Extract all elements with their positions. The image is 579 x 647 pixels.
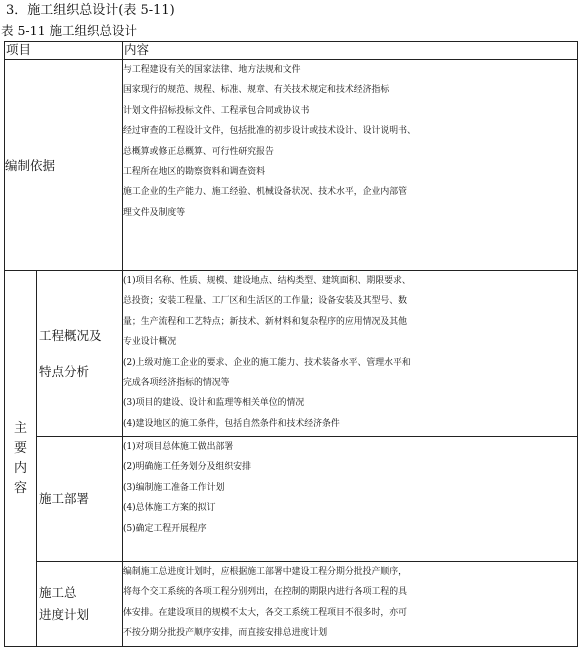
header-content-label: 内容 bbox=[124, 42, 150, 57]
basis-line: 计划文件招标投标文件、工程承包合同或协议书 bbox=[123, 105, 310, 116]
table-header-row bbox=[5, 42, 578, 60]
basis-line: 工程所在地区的勘察资料和调查资料 bbox=[123, 167, 266, 178]
overview-content-cell bbox=[123, 271, 578, 437]
basis-line: 总概算或修正总概算、可行性研究报告 bbox=[123, 146, 274, 157]
schedule-label-line: 进度计划 bbox=[39, 607, 90, 622]
header-item-label: 项目 bbox=[6, 42, 32, 57]
table-caption: 表 5-11 施工组织总设计 bbox=[1, 23, 138, 38]
deployment-line: (1)对项目总体施工做出部署 bbox=[123, 442, 234, 452]
deployment-label: 施工部署 bbox=[39, 491, 90, 506]
basis-content-cell bbox=[123, 60, 578, 271]
header-content-cell bbox=[123, 42, 578, 60]
main-content-char: 主 bbox=[13, 420, 27, 436]
deployment-content-cell bbox=[123, 437, 578, 562]
deployment-row bbox=[5, 437, 578, 562]
overview-line: 量；生产流程和工艺特点；新技术、新材料和复杂程序的应用情况及其他 bbox=[123, 316, 408, 327]
overview-line: (2)上级对施工企业的要求、企业的施工能力、技术装备水平、管理水平和 bbox=[123, 357, 411, 368]
overview-label-cell bbox=[37, 271, 123, 437]
deployment-line: (3)编制施工准备工作计划 bbox=[123, 482, 225, 493]
schedule-line: 体安排。在建设项目的规模不太大，各交工系统工程项目不很多时，亦可 bbox=[123, 607, 408, 618]
overview-row bbox=[5, 271, 578, 437]
overview-line: (3)项目的建设、设计和监理等相关单位的情况 bbox=[123, 398, 305, 409]
basis-label-cell bbox=[5, 60, 123, 271]
schedule-line: 不按分期分批投产顺序安排，而直接安排总进度计划 bbox=[123, 628, 328, 639]
schedule-label-line: 施工总 bbox=[39, 585, 77, 600]
overview-line: 完成各项经济指标的情况等 bbox=[123, 378, 230, 389]
deployment-line: (4)总体施工方案的拟订 bbox=[123, 503, 216, 514]
schedule-line: 将每个交工系统的各项工程分别列出，在控制的期限内进行各项工程的具 bbox=[123, 587, 408, 598]
main-content-char: 容 bbox=[13, 480, 27, 496]
deployment-line: (5)确定工程开展程序 bbox=[123, 523, 207, 534]
basis-line: 国家现行的规范、规程、标准、规章、有关技术规定和技术经济指标 bbox=[123, 85, 390, 96]
header-item-cell bbox=[5, 42, 123, 60]
basis-line: 施工企业的生产能力、施工经验、机械设备状况、技术水平，企业内部管 bbox=[123, 187, 408, 198]
basis-line: 经过审查的工程设计文件，包括批准的初步设计或技术设计、设计说明书、 bbox=[123, 126, 416, 137]
basis-row bbox=[5, 60, 578, 271]
section-heading: 3．施工组织总设计(表 5-11) bbox=[6, 3, 175, 18]
basis-line: 理文件及制度等 bbox=[123, 207, 186, 218]
schedule-line: 编制施工总进度计划时，应根据施工部署中建设工程分期分批投产顺序， bbox=[123, 567, 408, 577]
deployment-line: (2)明确施工任务划分及组织安排 bbox=[123, 462, 251, 473]
basis-label: 编制依据 bbox=[5, 158, 56, 173]
overview-line: (4)建设地区的施工条件，包括自然条件和技术经济条件 bbox=[123, 418, 340, 429]
overview-label-line: 工程概况及 bbox=[39, 327, 102, 343]
main-content-char: 内 bbox=[13, 460, 27, 476]
overview-label-line: 特点分析 bbox=[39, 363, 90, 379]
overview-line: 总投资；安装工程量、工厂区和生活区的工作量；设备安装及其型号、数 bbox=[123, 296, 408, 307]
overview-line: 专业设计概况 bbox=[123, 337, 177, 348]
main-content-char: 要 bbox=[13, 440, 27, 456]
deployment-label-cell bbox=[37, 437, 123, 562]
main-content-label-cell bbox=[5, 271, 37, 647]
basis-line: 与工程建设有关的国家法律、地方法规和文件 bbox=[123, 65, 301, 75]
construction-organization-table bbox=[4, 41, 578, 647]
overview-line: (1)项目名称、性质、规模、建设地点、结构类型、建筑面积、期限要求、 bbox=[123, 276, 411, 286]
